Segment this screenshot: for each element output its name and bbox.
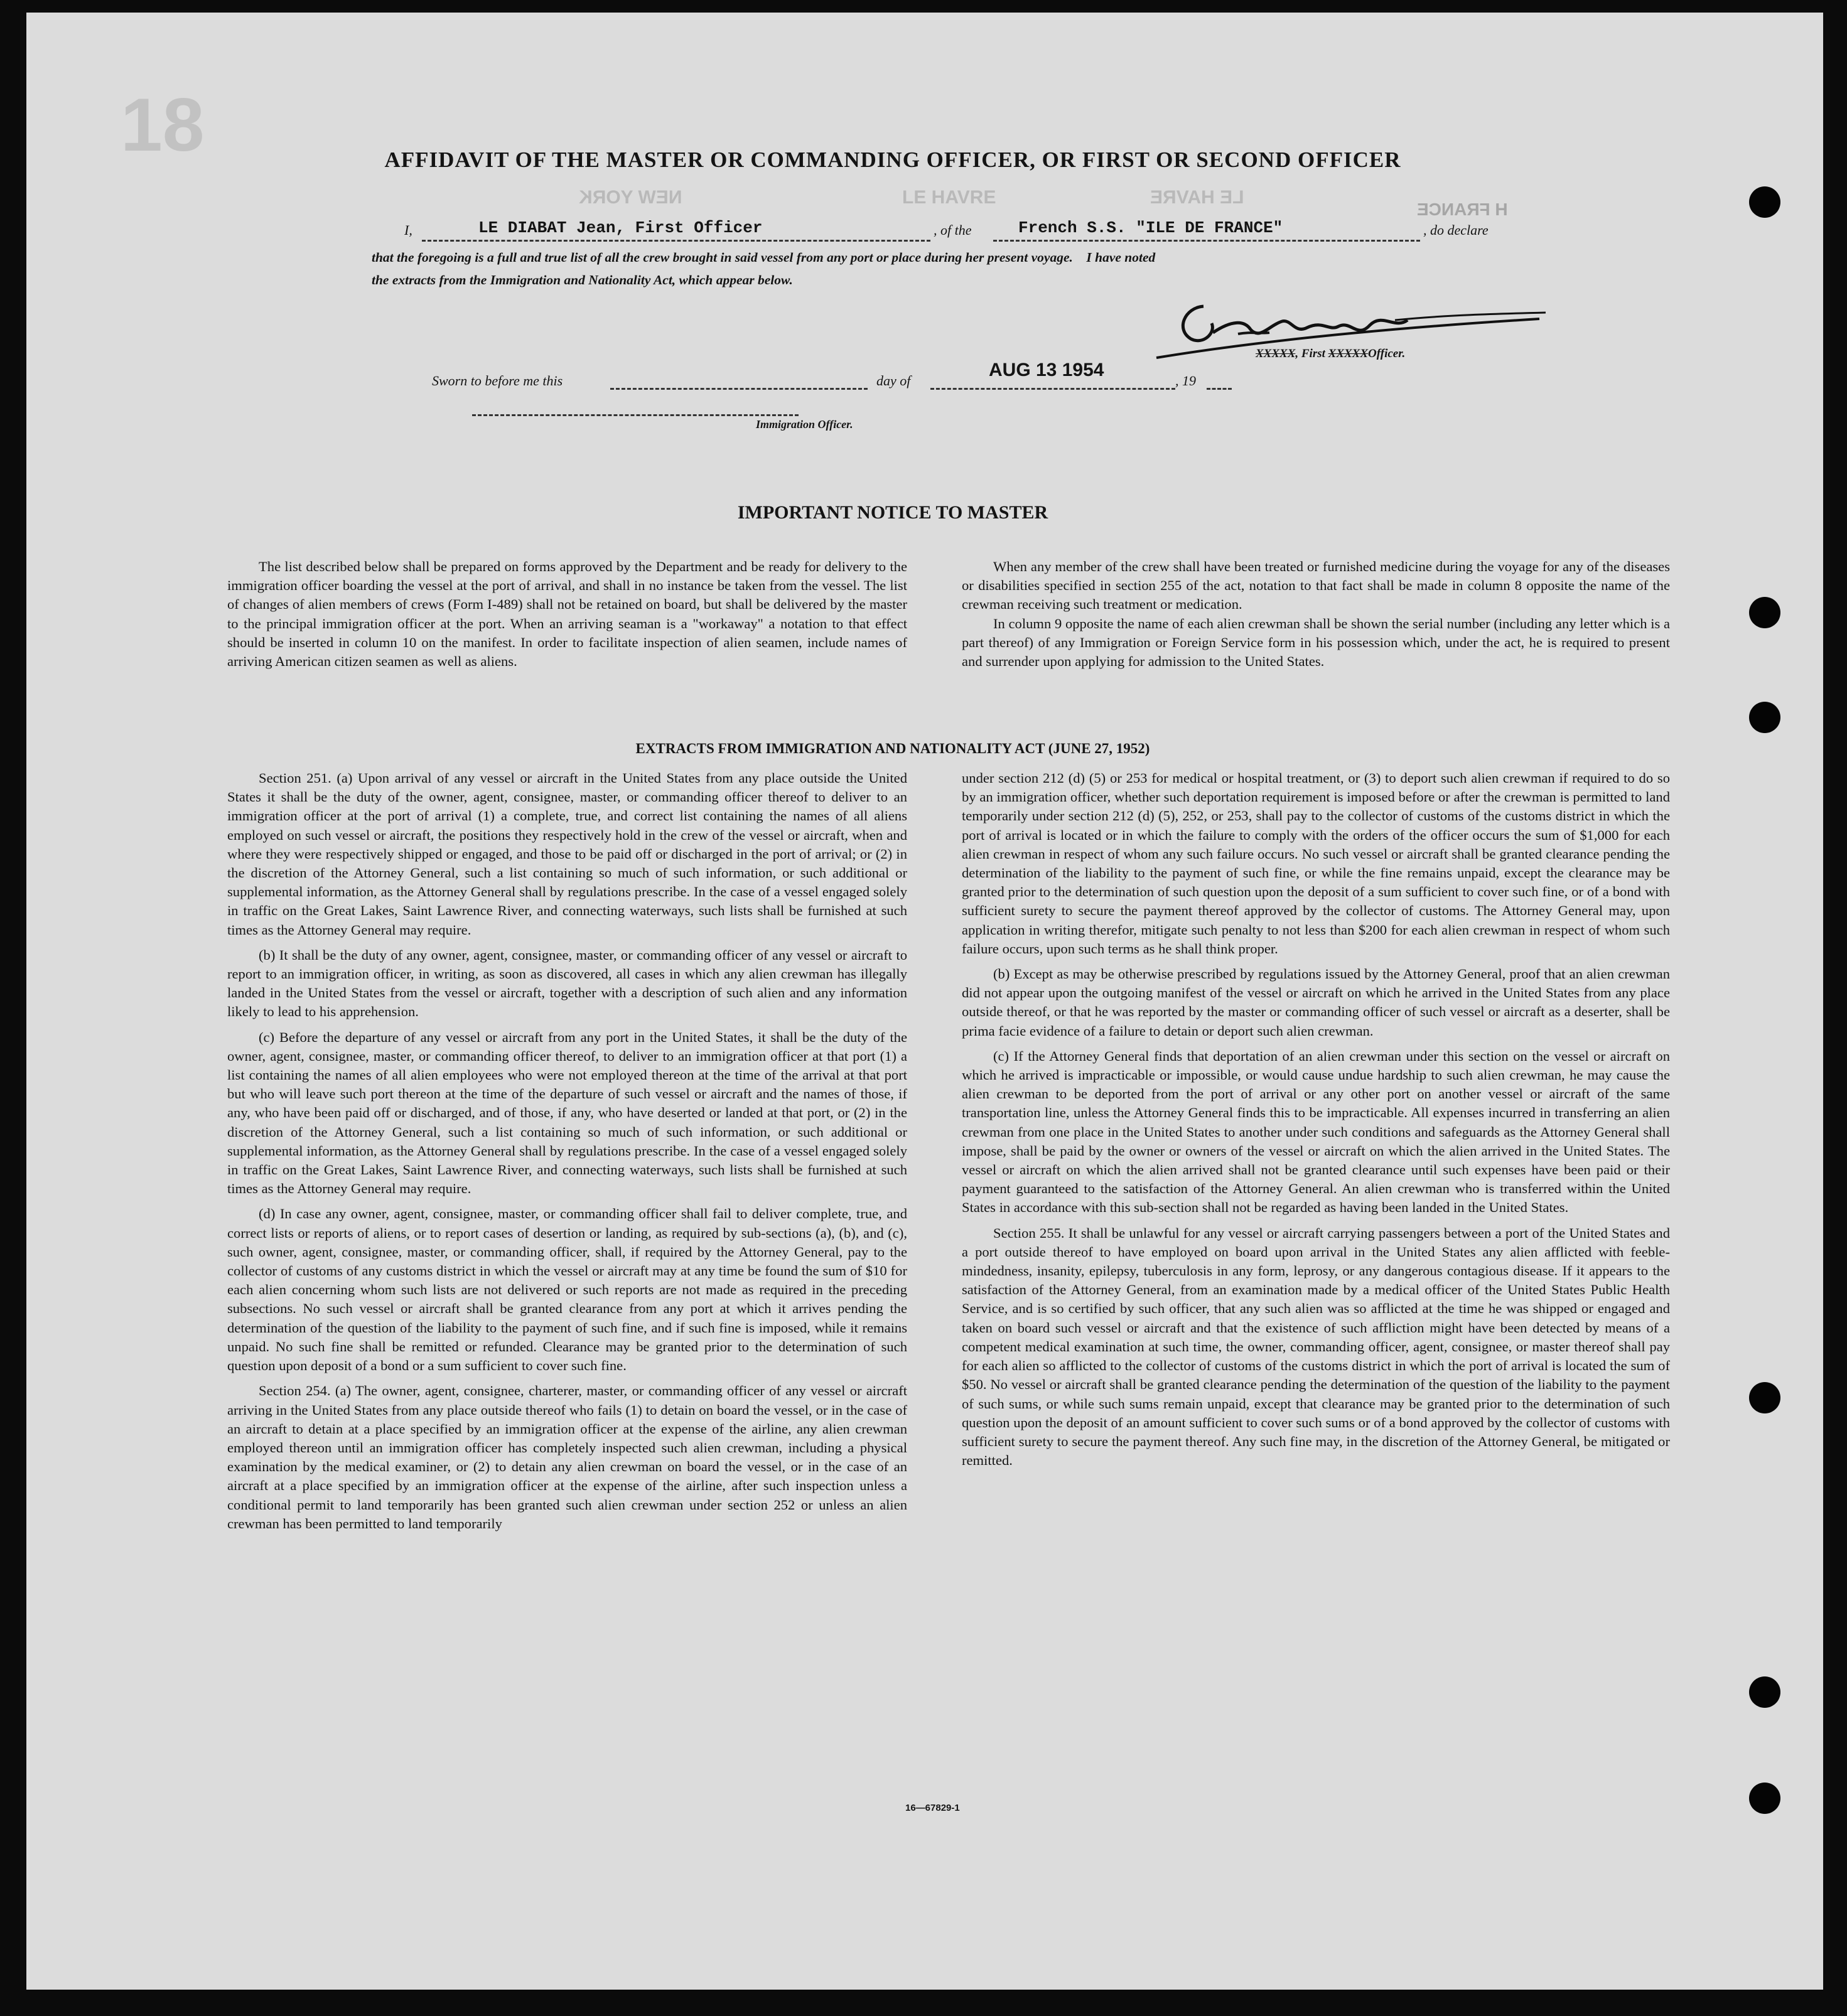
binder-hole <box>1749 1783 1780 1814</box>
officer-name: LE DIABAT Jean, First Officer <box>478 218 763 237</box>
ghost-page-number: 18 <box>121 83 205 167</box>
year-line <box>1207 388 1232 390</box>
act-paragraph: (b) It shall be the duty of any owner, agent, consignee, master, or commanding officer of any vessel or aircraft to report to an immigration officer, in writing, as soon as discovered, all cases in which any alien crewman has illegally landed in the United States from the vessel or aircraft, together with a description of such alien and any information likely to lead to his apprehension. <box>227 946 907 1020</box>
ghost-port-text-3: LE HAVRE <box>1150 187 1244 208</box>
officer-title-officer: Officer. <box>1368 347 1406 360</box>
ghost-port-text-1: NEW YORK <box>579 187 682 208</box>
binder-hole <box>1749 186 1780 218</box>
act-paragraph: Section 254. (a) The owner, agent, consignee, charterer, master, or commanding officer of any vessel or aircraft arriving in the United States from any place outside thereof who fails (1) to detain on board the vessel, or in the case of an aircraft to detain at a place specified by an immigration officer at the expense of the airline, any alien crewman employed thereon until an immigration officer has completely inspected such alien crewman, including a physical examination by the medical examiner, or (2) to detain any alien crewman on board the vessel, or in the case of an aircraft at a place specified by an immigration officer at the expense of the airline, after such inspection unless a conditional permit to land temporarily has been granted such alien crewman under section 252 or unless an alien crewman has been permitted to land temporarily <box>227 1383 907 1531</box>
ghost-port-text-2: LE HAVRE <box>902 187 996 208</box>
binder-hole <box>1749 1676 1780 1708</box>
officer-title-struck: XXXXX <box>1328 347 1369 360</box>
notice-left-paragraph: The list described below shall be prepared on forms approved by the Department and be ready for delivery to the immigration officer boarding the vessel at the port of arrival, and shall in no instance be taken from the vessel. The list of changes of alien members of crews (Form I-489) shall not be retained on board, but shall be delivered by the master to the principal immigration officer at the port. When an arriving seaman is a "workaway" a notation to that effect should be inserted in column 10 on the manifest. In order to facilitate inspection of alien seamen, include names of arriving American citizen seamen as well as aliens. <box>227 559 907 670</box>
ghost-mirror-text: H FRANCE <box>1417 200 1508 219</box>
act-paragraph: under section 212 (d) (5) or 253 for medical or hospital treatment, or (3) to deport such alien crewman if required to do so by an immigration officer, whether such deportation requirement is imposed before or after the crewman is permitted to land temporarily under section 212 (d) (5), 252, or 253, shall pay to the collector of customs of the customs district in which the port of arrival is located or in which the failure to comply with the orders of the officer occurs the sum of $1,000 for each alien crewman in respect of whom any such failure occurs. No such vessel or aircraft shall be granted clearance pending the determination of the liability to the payment of such fine, or while the fine remains unpaid, except the clearance may be granted prior to the determination of such question upon the deposit of a sum sufficient to cover such fine, or of a bond with sufficient surety to secure the payment thereof approved by the collector of customs. The Attorney General may, upon application in writing therefor, mitigate such penalty to not less than $200 for each alien crewman in respect of whom such failure occurs, upon such terms as he shall think proper. <box>962 770 1670 957</box>
notice-right-paragraph: When any member of the crew shall have been treated or furnished medicine during the voyage for any of the diseases or disabilities specified in section 255 of the act, notation to that fact shall be made in column 8 opposite the name of the crewman receiving such treatment or medication. <box>962 559 1670 613</box>
of-the-label: , of the <box>934 222 972 238</box>
year-label: , 19 <box>1175 373 1196 389</box>
declaration-line-2: the extracts from the Immigration and Nationality Act, which appear below. <box>372 272 793 287</box>
form-number: 16—67829-1 <box>905 1803 960 1813</box>
declaration-line-1: that the foregoing is a full and true list of all the crew brought in said vessel from any port or place during her present voyage. I have noted <box>372 250 1156 265</box>
act-paragraph: Section 255. It shall be unlawful for any vessel or aircraft carrying passengers between a port of the United States and a port outside thereof to have employed on board upon arrival in the United States any alien afflicted with feeble-mindedness, insanity, epilepsy, tuberculosis in any form, leprosy, or any dangerous contagious disease. If it appears to the satisfaction of the Attorney General, from an examination made by a medical officer of the United States Public Health Service, and is so certified by such officer, that any such alien was so afflicted at the time he was shipped or engaged and taken on board such vessel or aircraft and that the existence of such affliction might have been detected by means of a competent medical examination at such time, the owner, commanding officer, agent, consignee, or master thereof shall pay for each alien so afflicted to the collector of customs of the customs district in which the port of arrival is located the sum of $50. No vessel or aircraft shall be granted clearance pending the determination of the question of the liability to the payment of such sums, or while such sums remain unpaid, except that clearance may be granted prior to the determination of such question upon the deposit of an amount sufficient to cover such sums or of a bond approved by the collector of customs with sufficient surety to secure the payment thereof. Any such fine may, in the discretion of the Attorney General, be mitigated or remitted. <box>962 1225 1670 1469</box>
officer-title-struck: XXXXX <box>1256 347 1296 360</box>
sworn-label: Sworn to before me this <box>432 373 563 389</box>
act-paragraph: (c) If the Attorney General finds that deportation of an alien crewman under this section on the vessel or aircraft on which he arrived is impracticable or impossible, or would cause undue hardship to such alien crewman, he may cause the alien crewman to be deported from the port of arrival or any other port on another vessel or aircraft of the same transportation line, unless the Attorney General finds this to be impracticable. All expenses incurred in transferring an alien crewman from one place in the United States to another under such conditions and safeguards as the Attorney General shall impose, shall be paid by the owner or owners of the vessel or aircraft on which the alien arrived in the United States. The vessel or aircraft on which the alien arrived shall not be granted clearance until such expenses have been paid or their payment guaranteed to the satisfaction of the Attorney General. An alien crewman who is transferred within the United States in accordance with this sub-section shall not be regarded as having been landed in the United States. <box>962 1048 1670 1216</box>
document-page <box>26 13 1823 1990</box>
act-paragraph: (b) Except as may be otherwise prescribed by regulations issued by the Attorney General, proof that an alien crewman did not appear upon the outgoing manifest of the vessel or aircraft on which he arrived in the United States from any place outside thereof, or that he was reported by the master or commanding officer of such vessel or aircraft as a deserter, shall be prima facie evidence of a failure to detain or deport such alien crewman. <box>962 966 1670 1039</box>
sworn-day-line <box>610 388 868 390</box>
notice-right-column <box>962 557 1670 671</box>
binder-hole <box>1749 1382 1780 1413</box>
notice-title: IMPORTANT NOTICE TO MASTER <box>737 502 1048 523</box>
notice-right-paragraph: In column 9 opposite the name of each alien crewman shall be shown the serial number (including any letter which is a part thereof) of any Immigration or Foreign Service form in his possession which, under the act, he is required to present and surrender upon applying for admission to the United States. <box>962 615 1670 670</box>
extracts-title: EXTRACTS FROM IMMIGRATION AND NATIONALITY ACT (JUNE 27, 1952) <box>635 741 1150 756</box>
immigration-officer-label: Immigration Officer. <box>756 418 853 431</box>
vessel-line <box>993 240 1420 242</box>
do-declare-label: , do declare <box>1423 222 1489 238</box>
i-label: I, <box>404 222 412 238</box>
act-paragraph: (c) Before the departure of any vessel or aircraft from any port in the United States, it shall be the duty of the owner, agent, consignee, master, or commanding officer thereof, to deliver to an immigration officer at that port (1) a list containing the names of all alien employees who were not employed thereon at the time of the arrival at that port but who will leave such port thereon at the time of the departure of such vessel or aircraft and the names of those, if any, who have been paid off or discharged, and of those, if any, who have deserted or landed at that port, or (2) in the discretion of the Attorney General, such a list containing so much of such information, or such additional or supplemental information, as the Attorney General shall by regulations prescribe. In the case of a vessel engaged solely in traffic on the Great Lakes, Saint Lawrence River, and connecting waterways, such lists shall be furnished at such times as the Attorney General may require. <box>227 1029 907 1197</box>
officer-name-line <box>422 240 930 242</box>
extracts-left-column <box>227 769 907 1540</box>
act-paragraph: (d) In case any owner, agent, consignee, master, or commanding officer shall fail to deliver complete, true, and correct lists or reports of aliens, or to report cases of desertion or landing, as required by sub-sections (a), (b), and (c), such owner, agent, consignee, master, or commanding officer, shall, if required by the Attorney General, pay to the collector of customs of any customs district in which the vessel or aircraft may at any time be found the sum of $10 for each alien concerning whom such lists are not delivered or such reports are not made as required in the preceding subsections. No such vessel or aircraft shall be granted clearance from any port at which it arrives pending the determination of the question of the liability to the payment of such fine, and if such fine is imposed, while it remains unpaid. No such fine shall be remitted or refunded. Clearance may be granted prior to the determination of such question upon deposit of a bond or a sum sufficient to cover such fine. <box>227 1206 907 1374</box>
sworn-month-line <box>930 388 1175 390</box>
affidavit-title: AFFIDAVIT OF THE MASTER OR COMMANDING OFFICER, OR FIRST OR SECOND OFFICER <box>384 147 1401 172</box>
officer-title <box>1256 347 1405 361</box>
date-stamp: AUG 13 1954 <box>989 360 1104 380</box>
notice-left-column <box>227 557 907 671</box>
officer-title-first: , First <box>1295 347 1325 360</box>
binder-hole <box>1749 597 1780 628</box>
vessel-name: French S.S. "ILE DE FRANCE" <box>1018 218 1283 237</box>
binder-hole <box>1749 702 1780 733</box>
day-of-label: day of <box>876 373 911 389</box>
extracts-right-column <box>962 769 1670 1476</box>
act-paragraph: Section 251. (a) Upon arrival of any vessel or aircraft in the United States from any place outside the United States it shall be the duty of the owner, agent, consignee, master, or commanding officer thereof to deliver to an immigration officer at the port of arrival (1) a complete, true, and correct list containing the names of all aliens employed on such vessel or aircraft, the positions they respectively hold in the crew of the vessel or aircraft, when and where they were respectively shipped or engaged, and those to be paid off or discharged in the port of arrival; or (2) in the discretion of the Attorney General, such a list containing so much of such information, or such additional or supplemental information, as the Attorney General shall by regulations prescribe. In the case of a vessel engaged solely in traffic on the Great Lakes, Saint Lawrence River, and connecting waterways, such lists shall be furnished at such times as the Attorney General may require. <box>227 770 907 938</box>
immigration-officer-line <box>472 414 799 416</box>
